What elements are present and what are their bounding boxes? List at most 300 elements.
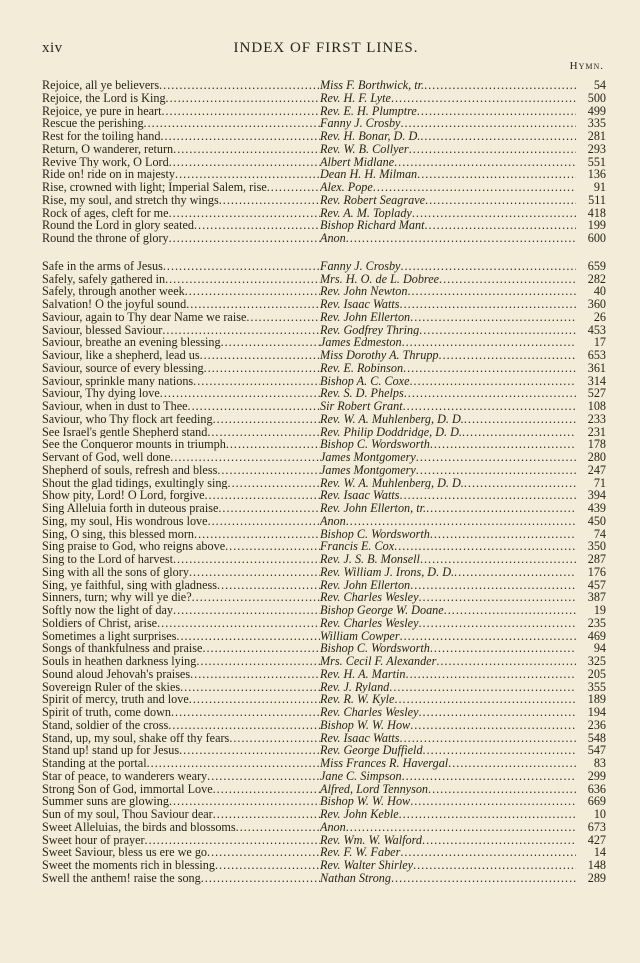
author-cell [320,324,576,337]
index-row [42,706,606,719]
hymn-number: 457 [587,577,606,592]
dot-leader [391,92,576,105]
first-line-cell [42,859,320,872]
first-line-text: Stand up! stand up for Jesus [42,744,180,757]
author-text: Rev. E. H. Plumptre [320,104,417,118]
dot-leader [185,285,320,298]
first-line-text: Sweet Alleluias, the birds and blossoms [42,820,236,834]
first-line-cell [42,362,320,375]
author-text: Bishop Richard Mant [320,219,425,232]
hymn-number: 178 [587,437,606,452]
dot-leader [213,808,320,821]
author-text: Rev. John Ellerton, tr. [320,502,427,515]
dot-leader [436,655,576,668]
hymn-number: 94 [593,641,606,656]
first-line-cell [42,400,320,413]
dot-leader [173,143,320,156]
hymn-number: 108 [587,399,606,413]
index-row [42,744,606,757]
author-cell [320,143,576,156]
first-line-cell [42,528,320,541]
first-line-cell [42,324,320,337]
author-cell [320,477,576,490]
author-text: Rev. Isaac Watts [320,731,400,745]
author-text: Bishop C. Wordsworth [320,438,430,451]
first-line-cell [42,426,320,439]
dot-leader [391,872,576,885]
index-row [42,273,606,286]
first-line-cell [42,630,320,643]
dot-leader [373,181,576,194]
first-line-cell [42,808,320,821]
author-cell [320,438,576,451]
author-text: Bishop George W. Doane [320,604,444,617]
first-line-text: Sing, ye faithful, sing with gladness [42,578,218,592]
first-line-text: Servant of God, well done [42,451,171,464]
author-cell [320,156,576,169]
dot-leader [173,604,320,617]
dot-leader [419,324,576,337]
author-text: Fanny J. Crosby [320,259,401,273]
first-line-text: Safely, through another week [42,285,185,298]
dot-leader [400,260,576,273]
first-line-text: Show pity, Lord! O Lord, forgive [42,489,205,502]
first-line-cell [42,298,320,311]
dot-leader [404,387,576,400]
first-line-text: Sing to the Lord of harvest [42,553,173,566]
index-group [42,260,606,885]
author-text: Bishop A. C. Coxe [320,374,410,388]
author-text: Miss Dorothy A. Thrupp [320,349,439,362]
index-row [42,757,606,770]
author-text: Rev. Walter Shirley [320,859,414,872]
index-row [42,79,606,92]
hymn-number: 199 [587,218,606,233]
dot-leader [417,105,576,118]
first-line-cell [42,232,320,245]
author-text: James Edmeston [320,336,402,349]
author-text: Anon [320,820,346,834]
first-line-cell [42,477,320,490]
first-line-text: Sinners, turn; why will ye die? [42,591,192,604]
index-row [42,156,606,169]
first-line-cell [42,79,320,92]
dot-leader [229,732,320,745]
hymn-number: 548 [587,730,606,745]
first-line-text: Saviour, source of every blessing [42,361,204,375]
hymn-number: 335 [587,116,606,131]
author-cell [320,298,576,311]
dot-leader [410,311,576,324]
dot-leader [161,105,320,118]
dot-leader [439,273,576,286]
first-line-text: Sing praise to God, who reigns above [42,540,226,553]
first-line-text: Sing Alleluia forth in duteous praise [42,502,219,515]
first-line-cell [42,464,320,477]
hymn-number: 194 [587,705,606,719]
dot-leader [420,130,576,143]
first-line-text: Sun of my soul, Thou Saviour dear [42,808,213,821]
author-text: Rev. W. B. Collyer [320,142,409,156]
dot-leader [425,194,576,207]
index-row [42,604,606,617]
first-line-cell [42,783,320,796]
index-row [42,795,606,808]
hymn-number: 527 [587,386,606,401]
dot-leader [157,617,320,630]
first-line-text: Saviour, Thy dying love [42,387,160,400]
dot-leader [410,579,576,592]
first-line-text: Saviour, sprinkle many nations [42,374,194,388]
hymn-number: 14 [593,845,606,860]
dot-leader [416,451,576,464]
index-row [42,732,606,745]
author-text: Albert Midlane [320,155,395,169]
dot-leader [196,655,320,668]
author-cell [320,770,576,783]
dot-leader [462,426,576,439]
first-line-cell [42,642,320,655]
author-cell [320,489,576,502]
index-row [42,464,606,477]
dot-leader [400,489,576,502]
first-line-cell [42,834,320,847]
hymn-number: 299 [587,768,606,783]
dot-leader [246,311,320,324]
hymn-number: 282 [587,271,606,286]
first-line-text: Spirit of mercy, truth and love [42,693,189,706]
hymn-number: 551 [587,154,606,169]
dot-leader [194,528,320,541]
index-row [42,502,606,515]
first-line-text: Strong Son of God, immortal Love [42,782,213,796]
dot-leader [189,566,320,579]
first-line-text: Saviour, blessed Saviour [42,323,163,337]
hymn-number: 600 [587,231,606,245]
author-text: Rev. Charles Wesley [320,591,419,604]
author-text: James Montgomery [320,451,416,464]
hymn-number: 547 [587,743,606,758]
index-row [42,451,606,464]
column-heading-hymn: Hymn. [569,60,604,72]
dot-leader [180,681,320,694]
index-row [42,693,606,706]
author-cell [320,872,576,885]
author-text: Nathan Strong [320,871,391,885]
author-text: Miss Frances R. Havergal [320,757,449,770]
index-row [42,387,606,400]
hymn-number: 136 [587,167,606,182]
index-row [42,117,606,130]
first-line-text: Saviour, like a shepherd, lead us [42,349,200,362]
index-row [42,591,606,604]
first-line-text: Sweet hour of prayer [42,833,145,847]
dot-leader [169,207,320,220]
dot-leader [228,477,320,490]
index-row [42,105,606,118]
first-line-text: Stand, soldier of the cross [42,718,169,732]
index-row [42,438,606,451]
dot-leader [207,846,320,859]
first-line-text: Sing, my soul, His wondrous love [42,514,208,528]
dot-leader [425,219,577,232]
author-cell [320,79,576,92]
index-row [42,553,606,566]
hymn-number: 231 [587,424,606,439]
author-cell [320,426,576,439]
author-cell [320,655,576,668]
first-line-cell [42,375,320,388]
author-text: Rev. S. D. Phelps [320,387,404,400]
author-cell [320,693,576,706]
dot-leader [419,591,577,604]
hymn-number: 673 [587,819,606,834]
first-line-cell [42,846,320,859]
dot-leader [413,859,576,872]
first-line-cell [42,515,320,528]
hymn-number: 40 [593,284,606,299]
author-text: Rev. R. W. Kyle [320,693,395,706]
dot-leader [346,821,576,834]
first-line-text: Saviour, when in dust to Thee [42,400,188,413]
author-cell [320,706,576,719]
first-line-text: Saviour, breathe an evening blessing [42,336,221,349]
dot-leader [399,808,576,821]
first-line-cell [42,438,320,451]
hymn-number: 511 [588,192,606,207]
author-text: Alex. Pope [320,181,373,194]
first-line-cell [42,156,320,169]
dot-leader [424,79,576,92]
author-text: Rev. John Ellerton [320,310,411,324]
first-line-text: Standing at the portal [42,757,147,770]
first-line-text: Swell the anthem! raise the song [42,871,201,885]
dot-leader [420,553,576,566]
author-text: Rev. F. W. Faber [320,846,401,859]
dot-leader [147,757,320,770]
first-line-text: Star of peace, to wanderers weary [42,769,208,783]
page-number: xiv [42,40,63,56]
first-line-text: See the Conqueror mounts in triumph [42,438,226,451]
hymn-number: 17 [593,335,606,350]
dot-leader [207,770,320,783]
index-row [42,477,606,490]
dot-leader [194,219,320,232]
hymn-number: 360 [587,297,606,311]
hymn-number: 450 [587,513,606,528]
first-line-cell [42,502,320,515]
index-row [42,413,606,426]
index-row [42,859,606,872]
dot-leader [218,502,320,515]
dot-leader [225,540,320,553]
author-cell [320,413,576,426]
first-line-cell [42,617,320,630]
dot-leader [193,375,320,388]
first-line-text: Souls in heathen darkness lying [42,655,197,668]
author-cell [320,232,576,245]
dot-leader [412,207,576,220]
author-text: Rev. H. Bonar, D. D. [320,130,421,143]
author-text: Anon [320,514,346,528]
author-cell [320,260,576,273]
hymn-number: 280 [587,450,606,464]
index-row [42,168,606,181]
first-line-cell [42,92,320,105]
author-text: Bishop W. W. How [320,718,411,732]
author-text: Rev. Charles Wesley [320,706,419,719]
first-line-text: Saviour, again to Thy dear Name we raise [42,310,247,324]
dot-leader [175,168,320,181]
first-line-cell [42,105,320,118]
first-line-cell [42,219,320,232]
author-text: James Montgomery [320,463,416,477]
author-cell [320,668,576,681]
index-row [42,808,606,821]
dot-leader [190,668,320,681]
page-header [42,40,610,60]
author-text: Rev. H. A. Martin [320,667,406,681]
first-line-cell [42,872,320,885]
dot-leader [454,566,576,579]
dot-leader [221,336,320,349]
hymn-number: 287 [587,552,606,566]
first-line-cell [42,655,320,668]
hymn-number: 325 [587,654,606,668]
author-cell [320,744,576,757]
first-line-text: Safe in the arms of Jesus [42,259,163,273]
dot-leader [217,579,320,592]
author-text: Rev. Isaac Watts [320,298,400,311]
author-cell [320,400,576,413]
author-text: Rev. Godfrey Thring [320,323,420,337]
hymn-number: 500 [587,90,606,105]
author-text: Rev. W. A. Muhlenberg, D. D. [320,476,464,490]
dot-leader [160,387,320,400]
hymn-number: 427 [587,832,606,847]
hymn-number: 499 [587,103,606,118]
dot-leader [200,349,320,362]
dot-leader [400,846,576,859]
first-line-cell [42,130,320,143]
author-text: Rev. E. Robinson [320,361,404,375]
author-cell [320,130,576,143]
first-line-cell [42,795,320,808]
first-line-cell [42,143,320,156]
index-row [42,515,606,528]
first-line-text: Revive Thy work, O Lord [42,155,169,169]
author-cell [320,117,576,130]
first-line-cell [42,311,320,324]
first-line-cell [42,566,320,579]
author-cell [320,617,576,630]
author-cell [320,604,576,617]
hymn-number: 205 [587,666,606,681]
hymn-number: 233 [587,411,606,426]
author-text: Rev. W. A. Muhlenberg, D. D. [320,412,464,426]
index-row [42,630,606,643]
author-cell [320,387,576,400]
first-line-text: Soldiers of Christ, arise [42,616,158,630]
dot-leader [170,451,320,464]
author-text: Rev. Philip Doddridge, D. D. [320,425,462,439]
dot-leader [179,744,320,757]
dot-leader [346,232,576,245]
hymn-number: 469 [587,628,606,643]
index-row [42,362,606,375]
dot-leader [394,156,576,169]
dot-leader [426,502,576,515]
author-cell [320,502,576,515]
first-line-text: Rock of ages, cleft for me [42,206,169,220]
author-text: Rev. Robert Seagrave [320,193,426,207]
index-row [42,349,606,362]
hymn-number: 293 [587,141,606,156]
hymn-number: 71 [593,475,606,490]
first-line-cell [42,336,320,349]
first-line-text: Spirit of truth, come down [42,706,171,719]
dot-leader [400,117,576,130]
dot-leader [394,693,576,706]
dot-leader [169,156,320,169]
first-line-text: Safely, safely gathered in [42,272,166,286]
hymn-number: 355 [587,679,606,694]
first-line-cell [42,387,320,400]
index-row [42,834,606,847]
hymn-number: 653 [587,348,606,362]
first-line-cell [42,489,320,502]
first-line-cell [42,168,320,181]
index-row [42,655,606,668]
author-cell [320,579,576,592]
first-line-text: Rise, crowned with light; Imperial Salem, rise [42,181,267,194]
index-row [42,143,606,156]
author-text: Rev. William J. Irons, D. D. [320,565,455,579]
index-row [42,642,606,655]
dot-leader [403,362,576,375]
first-line-text: Saviour, who Thy flock art feeding [42,412,213,426]
hymn-number: 91 [593,180,606,194]
author-cell [320,540,576,553]
dot-leader [159,79,320,92]
hymn-number: 394 [587,488,606,503]
dot-leader [145,834,320,847]
author-text: Rev. John Keble [320,808,399,821]
author-text: Dean H. H. Milman [320,168,418,181]
dot-leader [207,426,320,439]
author-cell [320,630,576,643]
first-line-text: Rejoice, all ye believers [42,79,160,92]
dot-leader [204,489,320,502]
dot-leader [464,413,576,426]
index-row [42,872,606,885]
first-line-text: Ride on! ride on in majesty [42,168,176,181]
dot-leader [188,400,320,413]
author-text: Rev. A. M. Toplady [320,206,412,220]
dot-leader [217,464,320,477]
dot-leader [403,400,576,413]
hymn-number: 176 [587,564,606,579]
author-cell [320,821,576,834]
dot-leader [419,706,577,719]
dot-leader [202,642,320,655]
author-cell [320,105,576,118]
first-line-text: Sing with all the sons of glory [42,565,189,579]
hymn-number: 361 [587,360,606,375]
dot-leader [400,298,576,311]
first-line-text: Songs of thankfulness and praise [42,642,203,655]
hymn-number: 669 [587,794,606,809]
